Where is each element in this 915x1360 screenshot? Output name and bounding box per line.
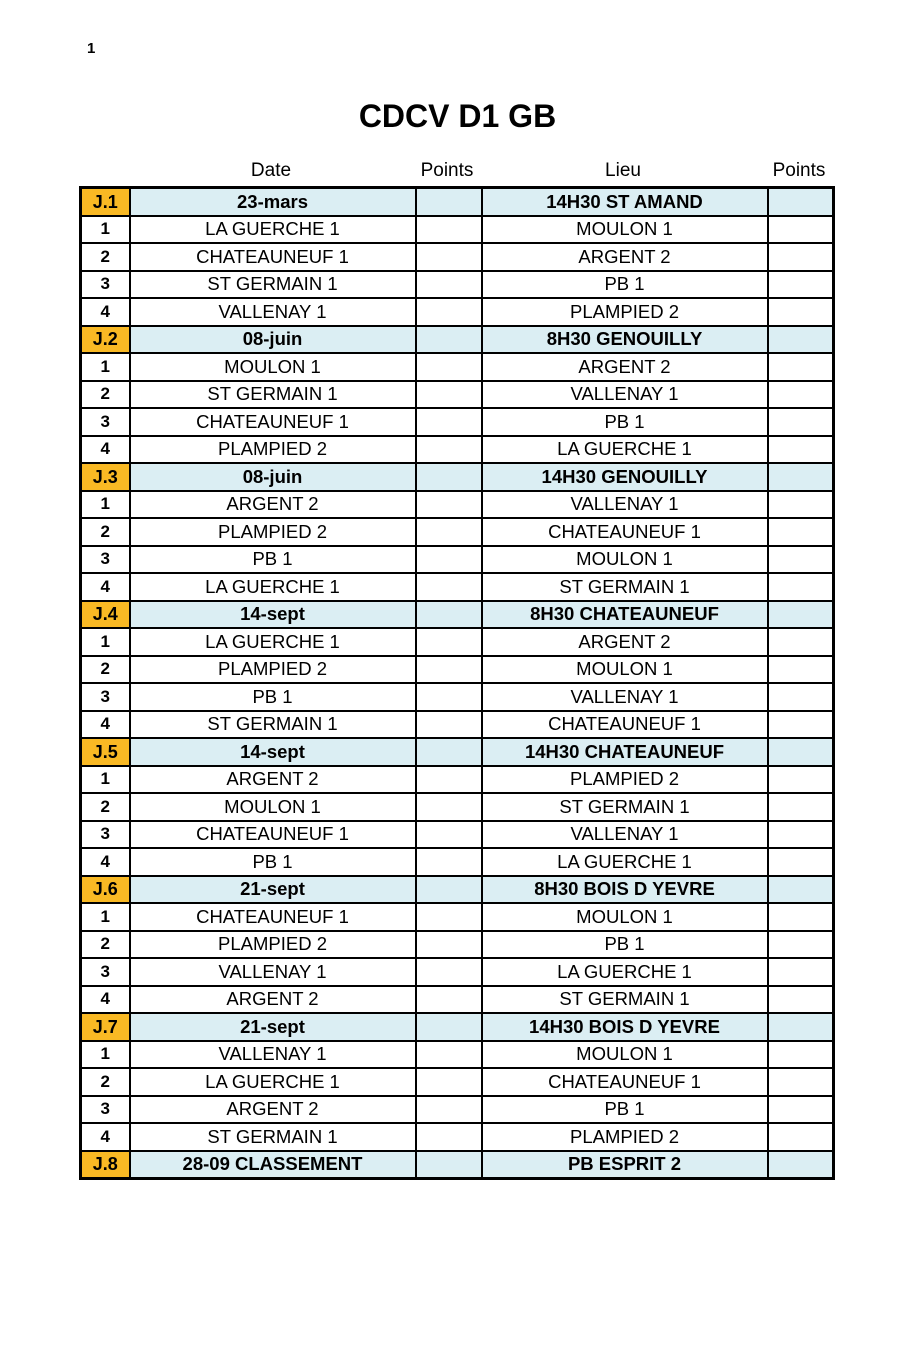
home-points-cell bbox=[416, 243, 482, 271]
column-headers bbox=[0, 160, 915, 182]
round-header-row bbox=[81, 738, 834, 766]
round-label: J.3 bbox=[81, 463, 130, 491]
round-date: 08-juin bbox=[130, 326, 416, 354]
away-team: MOULON 1 bbox=[482, 656, 768, 684]
away-team: ARGENT 2 bbox=[482, 243, 768, 271]
away-points-cell bbox=[768, 821, 834, 849]
round-header-row bbox=[81, 463, 834, 491]
points-cell bbox=[768, 738, 834, 766]
points-cell bbox=[416, 1151, 482, 1179]
match-row bbox=[81, 656, 834, 684]
points-cell bbox=[768, 463, 834, 491]
points-cell bbox=[416, 188, 482, 216]
home-team: ARGENT 2 bbox=[130, 986, 416, 1014]
away-team: LA GUERCHE 1 bbox=[482, 436, 768, 464]
home-points-cell bbox=[416, 931, 482, 959]
round-header-row bbox=[81, 1151, 834, 1179]
match-row bbox=[81, 986, 834, 1014]
away-points-cell bbox=[768, 1123, 834, 1151]
match-row bbox=[81, 243, 834, 271]
away-team: MOULON 1 bbox=[482, 903, 768, 931]
home-team: PLAMPIED 2 bbox=[130, 518, 416, 546]
round-label: J.5 bbox=[81, 738, 130, 766]
match-row bbox=[81, 848, 834, 876]
home-team: ARGENT 2 bbox=[130, 1096, 416, 1124]
round-lieu: 14H30 BOIS D YEVRE bbox=[482, 1013, 768, 1041]
match-number: 3 bbox=[81, 958, 130, 986]
round-label: J.4 bbox=[81, 601, 130, 629]
home-points-cell bbox=[416, 793, 482, 821]
round-header-row bbox=[81, 876, 834, 904]
away-points-cell bbox=[768, 1068, 834, 1096]
header-points-right: Points bbox=[772, 160, 826, 181]
away-points-cell bbox=[768, 271, 834, 299]
away-team: PB 1 bbox=[482, 931, 768, 959]
match-number: 1 bbox=[81, 628, 130, 656]
round-date: 14-sept bbox=[130, 601, 416, 629]
home-points-cell bbox=[416, 711, 482, 739]
away-points-cell bbox=[768, 958, 834, 986]
match-row bbox=[81, 958, 834, 986]
round-lieu: 8H30 BOIS D YEVRE bbox=[482, 876, 768, 904]
match-row bbox=[81, 1096, 834, 1124]
home-points-cell bbox=[416, 491, 482, 519]
match-number: 4 bbox=[81, 711, 130, 739]
home-points-cell bbox=[416, 353, 482, 381]
away-team: PLAMPIED 2 bbox=[482, 298, 768, 326]
away-team: CHATEAUNEUF 1 bbox=[482, 1068, 768, 1096]
away-points-cell bbox=[768, 628, 834, 656]
away-team: PB 1 bbox=[482, 271, 768, 299]
home-points-cell bbox=[416, 546, 482, 574]
match-number: 2 bbox=[81, 381, 130, 409]
home-points-cell bbox=[416, 903, 482, 931]
home-team: MOULON 1 bbox=[130, 793, 416, 821]
away-points-cell bbox=[768, 298, 834, 326]
match-row bbox=[81, 546, 834, 574]
points-cell bbox=[768, 876, 834, 904]
points-cell bbox=[416, 1013, 482, 1041]
match-number: 1 bbox=[81, 491, 130, 519]
match-number: 3 bbox=[81, 271, 130, 299]
match-number: 2 bbox=[81, 656, 130, 684]
match-row bbox=[81, 271, 834, 299]
round-header-row bbox=[81, 601, 834, 629]
points-cell bbox=[416, 601, 482, 629]
match-row bbox=[81, 903, 834, 931]
away-points-cell bbox=[768, 408, 834, 436]
match-number: 1 bbox=[81, 1041, 130, 1069]
points-cell bbox=[416, 876, 482, 904]
home-points-cell bbox=[416, 381, 482, 409]
home-points-cell bbox=[416, 271, 482, 299]
match-row bbox=[81, 408, 834, 436]
away-team: MOULON 1 bbox=[482, 1041, 768, 1069]
match-number: 3 bbox=[81, 546, 130, 574]
away-team: ARGENT 2 bbox=[482, 628, 768, 656]
points-cell bbox=[416, 326, 482, 354]
home-team: VALLENAY 1 bbox=[130, 298, 416, 326]
match-number: 4 bbox=[81, 573, 130, 601]
away-points-cell bbox=[768, 353, 834, 381]
round-date: 21-sept bbox=[130, 1013, 416, 1041]
round-date: 08-juin bbox=[130, 463, 416, 491]
away-points-cell bbox=[768, 656, 834, 684]
home-team: MOULON 1 bbox=[130, 353, 416, 381]
away-points-cell bbox=[768, 491, 834, 519]
match-number: 2 bbox=[81, 518, 130, 546]
away-team: VALLENAY 1 bbox=[482, 491, 768, 519]
away-points-cell bbox=[768, 986, 834, 1014]
away-team: MOULON 1 bbox=[482, 546, 768, 574]
away-points-cell bbox=[768, 793, 834, 821]
away-points-cell bbox=[768, 848, 834, 876]
page-number: 1 bbox=[87, 40, 96, 57]
home-team: ARGENT 2 bbox=[130, 766, 416, 794]
match-row bbox=[81, 1041, 834, 1069]
away-team: CHATEAUNEUF 1 bbox=[482, 711, 768, 739]
match-row bbox=[81, 766, 834, 794]
round-lieu: 8H30 CHATEAUNEUF bbox=[482, 601, 768, 629]
home-points-cell bbox=[416, 408, 482, 436]
match-number: 3 bbox=[81, 683, 130, 711]
away-points-cell bbox=[768, 1096, 834, 1124]
home-team: CHATEAUNEUF 1 bbox=[130, 821, 416, 849]
round-lieu: 14H30 ST AMAND bbox=[482, 188, 768, 216]
home-points-cell bbox=[416, 848, 482, 876]
home-team: ST GERMAIN 1 bbox=[130, 381, 416, 409]
header-date: Date bbox=[250, 160, 292, 181]
points-cell bbox=[416, 463, 482, 491]
home-points-cell bbox=[416, 298, 482, 326]
match-row bbox=[81, 381, 834, 409]
match-row bbox=[81, 491, 834, 519]
away-team: ARGENT 2 bbox=[482, 353, 768, 381]
home-team: LA GUERCHE 1 bbox=[130, 628, 416, 656]
home-points-cell bbox=[416, 518, 482, 546]
home-team: CHATEAUNEUF 1 bbox=[130, 408, 416, 436]
round-label: J.7 bbox=[81, 1013, 130, 1041]
match-row bbox=[81, 711, 834, 739]
home-team: ARGENT 2 bbox=[130, 491, 416, 519]
home-team: ST GERMAIN 1 bbox=[130, 1123, 416, 1151]
away-points-cell bbox=[768, 546, 834, 574]
schedule-table bbox=[79, 186, 835, 1180]
round-header-row bbox=[81, 326, 834, 354]
away-points-cell bbox=[768, 216, 834, 244]
match-row bbox=[81, 573, 834, 601]
match-number: 4 bbox=[81, 986, 130, 1014]
points-cell bbox=[768, 188, 834, 216]
home-team: PLAMPIED 2 bbox=[130, 931, 416, 959]
match-number: 4 bbox=[81, 436, 130, 464]
round-date: 14-sept bbox=[130, 738, 416, 766]
match-row bbox=[81, 628, 834, 656]
away-team: VALLENAY 1 bbox=[482, 683, 768, 711]
match-number: 3 bbox=[81, 408, 130, 436]
home-team: VALLENAY 1 bbox=[130, 958, 416, 986]
home-team: LA GUERCHE 1 bbox=[130, 1068, 416, 1096]
match-row bbox=[81, 931, 834, 959]
away-points-cell bbox=[768, 1041, 834, 1069]
round-lieu: 14H30 GENOUILLY bbox=[482, 463, 768, 491]
away-team: LA GUERCHE 1 bbox=[482, 958, 768, 986]
points-cell bbox=[768, 326, 834, 354]
match-row bbox=[81, 518, 834, 546]
away-team: LA GUERCHE 1 bbox=[482, 848, 768, 876]
home-points-cell bbox=[416, 628, 482, 656]
away-team: ST GERMAIN 1 bbox=[482, 573, 768, 601]
home-points-cell bbox=[416, 766, 482, 794]
round-lieu: PB ESPRIT 2 bbox=[482, 1151, 768, 1179]
home-points-cell bbox=[416, 1068, 482, 1096]
home-team: PB 1 bbox=[130, 683, 416, 711]
away-team: ST GERMAIN 1 bbox=[482, 986, 768, 1014]
away-team: PLAMPIED 2 bbox=[482, 766, 768, 794]
match-number: 4 bbox=[81, 848, 130, 876]
match-row bbox=[81, 298, 834, 326]
away-team: VALLENAY 1 bbox=[482, 381, 768, 409]
round-lieu: 8H30 GENOUILLY bbox=[482, 326, 768, 354]
match-row bbox=[81, 821, 834, 849]
home-team: CHATEAUNEUF 1 bbox=[130, 243, 416, 271]
points-cell bbox=[768, 1013, 834, 1041]
match-number: 2 bbox=[81, 793, 130, 821]
match-number: 3 bbox=[81, 821, 130, 849]
match-number: 2 bbox=[81, 931, 130, 959]
home-team: PB 1 bbox=[130, 546, 416, 574]
away-points-cell bbox=[768, 931, 834, 959]
home-points-cell bbox=[416, 216, 482, 244]
match-number: 1 bbox=[81, 903, 130, 931]
match-row bbox=[81, 683, 834, 711]
home-team: LA GUERCHE 1 bbox=[130, 216, 416, 244]
home-points-cell bbox=[416, 1123, 482, 1151]
round-date: 21-sept bbox=[130, 876, 416, 904]
match-number: 1 bbox=[81, 766, 130, 794]
match-row bbox=[81, 1068, 834, 1096]
points-cell bbox=[768, 601, 834, 629]
match-row bbox=[81, 353, 834, 381]
round-label: J.1 bbox=[81, 188, 130, 216]
home-points-cell bbox=[416, 1096, 482, 1124]
away-team: PB 1 bbox=[482, 1096, 768, 1124]
match-number: 2 bbox=[81, 243, 130, 271]
home-team: ST GERMAIN 1 bbox=[130, 271, 416, 299]
away-points-cell bbox=[768, 903, 834, 931]
home-points-cell bbox=[416, 436, 482, 464]
home-team: VALLENAY 1 bbox=[130, 1041, 416, 1069]
match-number: 4 bbox=[81, 298, 130, 326]
home-points-cell bbox=[416, 683, 482, 711]
home-team: PLAMPIED 2 bbox=[130, 436, 416, 464]
match-number: 1 bbox=[81, 353, 130, 381]
points-cell bbox=[416, 738, 482, 766]
away-team: CHATEAUNEUF 1 bbox=[482, 518, 768, 546]
home-points-cell bbox=[416, 958, 482, 986]
home-points-cell bbox=[416, 656, 482, 684]
round-header-row bbox=[81, 188, 834, 216]
header-points-left: Points bbox=[420, 160, 474, 181]
away-points-cell bbox=[768, 436, 834, 464]
away-points-cell bbox=[768, 381, 834, 409]
schedule-body bbox=[81, 188, 834, 1179]
away-team: MOULON 1 bbox=[482, 216, 768, 244]
away-team: PLAMPIED 2 bbox=[482, 1123, 768, 1151]
away-points-cell bbox=[768, 711, 834, 739]
header-lieu: Lieu bbox=[605, 160, 641, 181]
match-number: 1 bbox=[81, 216, 130, 244]
away-points-cell bbox=[768, 243, 834, 271]
round-header-row bbox=[81, 1013, 834, 1041]
away-team: VALLENAY 1 bbox=[482, 821, 768, 849]
home-team: PLAMPIED 2 bbox=[130, 656, 416, 684]
home-points-cell bbox=[416, 1041, 482, 1069]
round-lieu: 14H30 CHATEAUNEUF bbox=[482, 738, 768, 766]
away-points-cell bbox=[768, 573, 834, 601]
round-label: J.8 bbox=[81, 1151, 130, 1179]
home-points-cell bbox=[416, 821, 482, 849]
match-row bbox=[81, 793, 834, 821]
home-team: LA GUERCHE 1 bbox=[130, 573, 416, 601]
match-row bbox=[81, 1123, 834, 1151]
round-date: 23-mars bbox=[130, 188, 416, 216]
round-label: J.6 bbox=[81, 876, 130, 904]
round-label: J.2 bbox=[81, 326, 130, 354]
home-points-cell bbox=[416, 986, 482, 1014]
match-row bbox=[81, 436, 834, 464]
home-team: CHATEAUNEUF 1 bbox=[130, 903, 416, 931]
away-points-cell bbox=[768, 518, 834, 546]
home-team: ST GERMAIN 1 bbox=[130, 711, 416, 739]
home-team: PB 1 bbox=[130, 848, 416, 876]
match-row bbox=[81, 216, 834, 244]
points-cell bbox=[768, 1151, 834, 1179]
match-number: 3 bbox=[81, 1096, 130, 1124]
away-points-cell bbox=[768, 683, 834, 711]
away-team: PB 1 bbox=[482, 408, 768, 436]
away-points-cell bbox=[768, 766, 834, 794]
match-number: 4 bbox=[81, 1123, 130, 1151]
round-date: 28-09 CLASSEMENT bbox=[130, 1151, 416, 1179]
home-points-cell bbox=[416, 573, 482, 601]
document-title: CDCV D1 GB bbox=[358, 98, 557, 134]
match-number: 2 bbox=[81, 1068, 130, 1096]
away-team: ST GERMAIN 1 bbox=[482, 793, 768, 821]
